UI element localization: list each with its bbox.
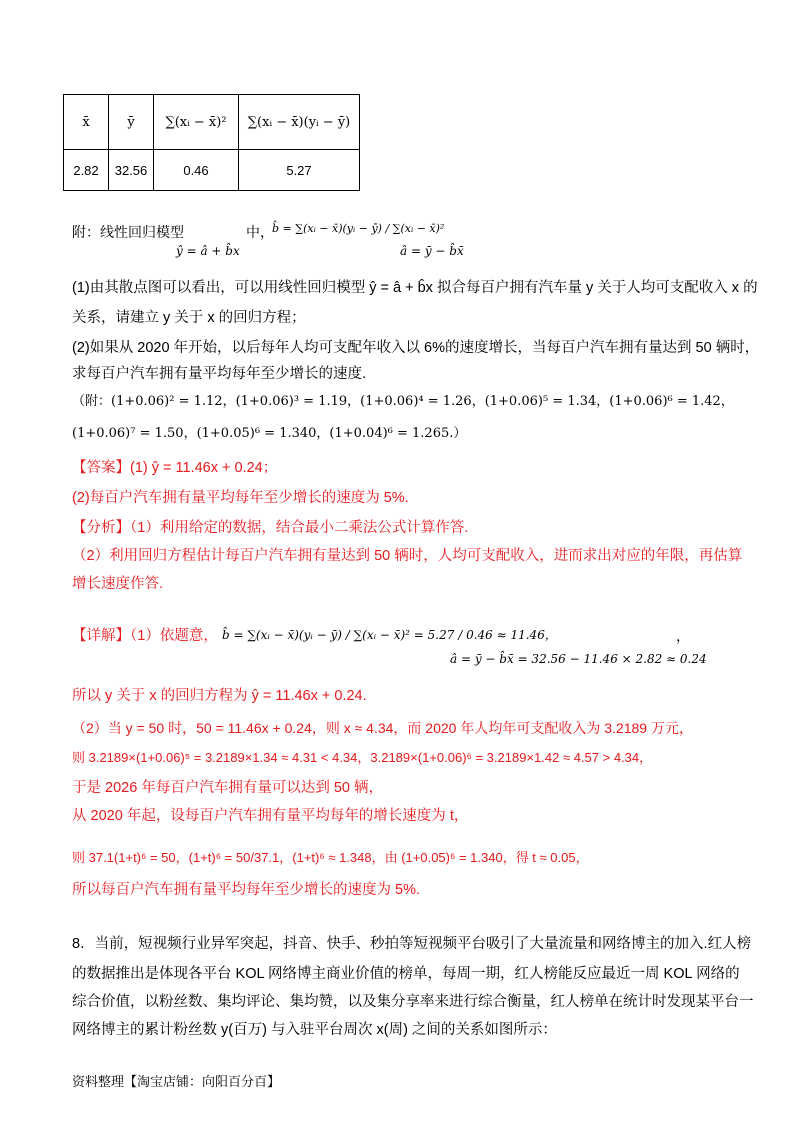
answer-line-1: [72, 458, 277, 478]
analysis-line-2: （2）利用回归方程估计每百户汽车拥有量达到 50 辆时，人均可支配收入，进而求出对应的年限，再估算: [72, 548, 743, 564]
detail-lead-line: [72, 626, 218, 646]
statistics-table: [63, 94, 360, 191]
analysis-part-1: （1）利用给定的数据，结合最小二乘法公式计算作答.: [130, 520, 469, 536]
detail-b-formula: b̂ = ∑(xᵢ − x̄)(yᵢ − ȳ) / ∑(xᵢ − x̄)² = 5.27 / 0.46 ≈ 11.46，: [222, 628, 557, 642]
table-header: x̄: [64, 95, 109, 150]
table-header: ȳ: [109, 95, 154, 150]
detail-comma: ，: [676, 628, 690, 644]
detail-a-formula: â = ȳ − b̂x̄ = 32.56 − 11.46 × 2.82 ≈ 0.24: [450, 652, 707, 666]
appendix-lead: 附：线性回归模型: [72, 224, 184, 240]
detail-lead: （1）依题意，: [130, 628, 218, 644]
detail-line-2a: （2）当 y = 50 时，50 = 11.46x + 0.24，则 x ≈ 4.34，而 2020 年人均年可支配收入为 3.2189 万元，: [72, 720, 693, 736]
detail-equation-line: 所以 y 关于 x 的回归方程为 ŷ = 11.46x + 0.24.: [72, 688, 367, 704]
table-header: ∑(xᵢ − x̄)²: [154, 95, 239, 150]
detail-line-2b: 则 3.2189×(1+0.06)⁵ = 3.2189×1.34 ≈ 4.31 < 4.34，3.2189×(1+0.06)⁶ = 3.2189×1.42 ≈ 4.57 > 4.34，: [72, 750, 653, 765]
detail-line-2e: 则 37.1(1+t)⁶ = 50，(1+t)⁶ = 50/37.1，(1+t)⁶ ≈ 1.348，由 (1+0.05)⁶ = 1.340，得 t ≈ 0.05，: [72, 850, 589, 865]
detail-line-2d: 从 2020 年起，设每百户汽车拥有量平均每年的增长速度为 t，: [72, 808, 469, 824]
answer-tag: 【答案】: [72, 460, 130, 476]
note-line-1: （附：(1+0.06)² = 1.12，(1+0.06)³ = 1.19，(1+0.06)⁴ = 1.26，(1+0.06)⁵ = 1.34，(1+0.06)⁶ = 1.42，: [72, 394, 734, 409]
appendix-model: ŷ = â + b̂x: [176, 244, 240, 258]
problem-8-line-4: 网络博主的累计粉丝数 y(百万) 与入驻平台周次 x(周) 之间的关系如图所示：: [72, 1022, 557, 1038]
detail-tag: 【详解】: [72, 628, 130, 644]
appendix-a-hat: â = ȳ − b̂x̄: [400, 244, 464, 258]
detail-line-2c: 于是 2026 年每百户汽车拥有量可以达到 50 辆，: [72, 780, 383, 796]
answer-line-2: (2)每百户汽车拥有量平均每年至少增长的速度为 5%.: [72, 490, 409, 506]
question-1-line-2: 关系，请建立 y 关于 x 的回归方程；: [72, 310, 306, 326]
problem-8-line-2: 的数据推出是体现各平台 KOL 网络博主商业价值的榜单，每周一期，红人榜能反应最近一周 KOL 网络的: [72, 966, 740, 982]
note-line-2: (1+0.06)⁷ = 1.50，(1+0.05)⁶ = 1.340，(1+0.04)⁶ = 1.265.）: [72, 426, 467, 441]
footer-source: 资料整理【淘宝店铺：向阳百分百】: [72, 1074, 281, 1089]
appendix-b-hat: b̂ = ∑(xᵢ − x̄)(yᵢ − ȳ) / ∑(xᵢ − x̄)²: [272, 222, 445, 235]
table-cell: 5.27: [239, 150, 360, 191]
table-header: ∑(xᵢ − x̄)(yᵢ − ȳ): [239, 95, 360, 150]
appendix-mid: 中，: [246, 224, 274, 240]
analysis-line-3: 增长速度作答.: [72, 576, 164, 592]
table-cell: 0.46: [154, 150, 239, 191]
table-cell: 2.82: [64, 150, 109, 191]
answer-part-1: (1) ŷ = 11.46x + 0.24；: [130, 460, 278, 476]
analysis-line-1: [72, 518, 468, 538]
question-2-line-1: (2)如果从 2020 年开始，以后每年人均可支配年收入以 6%的速度增长，当每百户汽车拥有量达到 50 辆时，: [72, 340, 760, 356]
problem-8-line-3: 综合价值，以粉丝数、集均评论、集均赞，以及集分享率来进行综合衡量，红人榜单在统计时发现某平台一: [72, 994, 754, 1010]
analysis-tag: 【分析】: [72, 520, 130, 536]
table-cell: 32.56: [109, 150, 154, 191]
detail-line-2f: 所以每百户汽车拥有量平均每年至少增长的速度为 5%.: [72, 882, 421, 898]
problem-8-line-1: 8．当前，短视频行业异军突起，抖音、快手、秒拍等短视频平台吸引了大量流量和网络博主的加入.红人榜: [72, 936, 752, 952]
question-2-line-2: 求每百户汽车拥有量平均每年至少增长的速度.: [72, 366, 367, 382]
question-1-line-1: (1)由其散点图可以看出，可以用线性回归模型 ŷ = â + b̂x 拟合每百户拥有汽车量 y 关于人均可支配收入 x 的: [72, 280, 758, 296]
